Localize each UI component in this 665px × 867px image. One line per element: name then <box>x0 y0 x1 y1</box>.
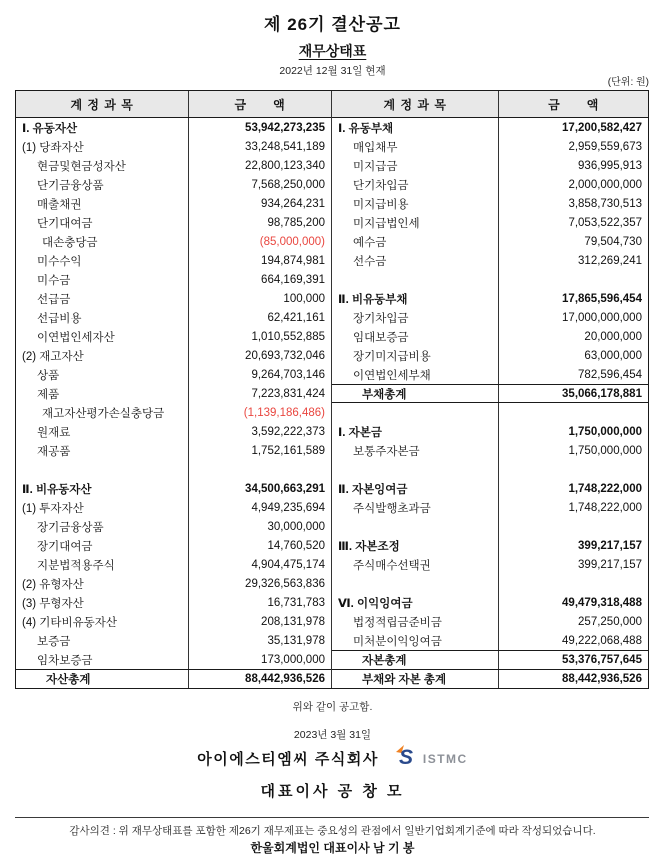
account-label: 현금및현금성자산 <box>16 156 189 175</box>
table-row <box>332 194 648 213</box>
amount-value: 2,000,000,000 <box>568 178 642 191</box>
account-label: (2) 유형자산 <box>16 574 189 593</box>
account-label: 장기미지급비용 <box>332 346 499 365</box>
account-label: 이연법인세부채 <box>332 365 499 384</box>
total-row <box>332 384 648 403</box>
amount-value: 34,500,663,291 <box>245 482 325 495</box>
account-header: 계 정 과 목 <box>16 91 189 117</box>
amount-value: (1,139,186,486) <box>243 406 325 419</box>
table-row <box>332 631 648 650</box>
account-label: (2) 재고자산 <box>16 346 189 365</box>
account-label: 선급비용 <box>16 308 189 327</box>
account-label <box>332 574 499 593</box>
table-row <box>16 441 331 460</box>
account-label: Ⅵ. 이익잉여금 <box>332 593 499 612</box>
account-label: (1) 투자자산 <box>16 498 189 517</box>
amount-value: 7,568,250,000 <box>251 178 325 191</box>
table-row <box>16 422 331 441</box>
assets-section <box>16 91 332 688</box>
amount-value <box>499 574 648 593</box>
account-label: 매출채권 <box>16 194 189 213</box>
account-label: (3) 무형자산 <box>16 593 189 612</box>
amount-value: 782,596,454 <box>578 368 642 381</box>
account-header: 계 정 과 목 <box>332 91 499 117</box>
amount-value: 53,942,273,235 <box>245 121 325 134</box>
account-label: 선급금 <box>16 289 189 308</box>
account-label: Ⅰ. 자본금 <box>332 422 499 441</box>
account-label: 제품 <box>16 384 189 403</box>
currency-unit-note: (단위: 원) <box>607 77 649 88</box>
table-row <box>332 137 648 156</box>
amount-value: 4,904,475,174 <box>251 558 325 571</box>
amount-value: 3,858,730,513 <box>568 197 642 210</box>
amount-value: 1,748,222,000 <box>568 501 642 514</box>
account-label: (1) 당좌자산 <box>16 137 189 156</box>
company-logo <box>395 745 468 772</box>
account-label: 부채총계 <box>332 385 499 402</box>
table-row <box>16 460 331 479</box>
amount-value: 664,169,391 <box>261 273 325 286</box>
publication-date: 2023년 3월 31일 <box>293 729 372 741</box>
table-row <box>332 479 648 498</box>
amount-value: 14,760,520 <box>267 539 325 552</box>
page-title: 제 26기 결산공고 <box>264 15 401 34</box>
table-row <box>16 346 331 365</box>
table-row <box>332 422 648 441</box>
account-label: 법정적립금준비금 <box>332 612 499 631</box>
table-row <box>16 384 331 403</box>
amount-value: 399,217,157 <box>578 539 642 552</box>
account-label: (4) 기타비유동자산 <box>16 612 189 631</box>
table-row <box>16 175 331 194</box>
account-label: Ⅰ. 유동자산 <box>16 118 189 137</box>
amount-value: 35,131,978 <box>267 634 325 647</box>
table-row <box>332 365 648 384</box>
account-label: 자산총계 <box>16 670 189 688</box>
table-row <box>332 232 648 251</box>
amount-value <box>189 460 331 479</box>
logo-wordmark: ISTMC <box>422 751 468 766</box>
amount-value: 17,000,000,000 <box>562 311 642 324</box>
account-label: 상품 <box>16 365 189 384</box>
account-label: 임차보증금 <box>16 650 189 669</box>
company-signature-row <box>0 745 665 772</box>
table-row <box>332 403 648 422</box>
amount-value: 63,000,000 <box>584 349 642 362</box>
table-row <box>16 403 331 422</box>
auditor-signature: 한울회계법인 대표이사 남 기 봉 <box>250 841 415 855</box>
amount-value: 33,248,541,189 <box>245 140 325 153</box>
amount-value <box>499 517 648 536</box>
table-row <box>332 441 648 460</box>
announcement-note: 위와 같이 공고함. <box>292 701 373 713</box>
amount-value: 22,800,123,340 <box>245 159 325 172</box>
amount-value: 1,748,222,000 <box>568 482 642 495</box>
table-row <box>332 536 648 555</box>
account-label: 재공품 <box>16 441 189 460</box>
amount-value: 20,000,000 <box>584 330 642 343</box>
table-row <box>16 327 331 346</box>
account-label: 이연법인세자산 <box>16 327 189 346</box>
account-label: 단기대여금 <box>16 213 189 232</box>
account-label: Ⅲ. 자본조정 <box>332 536 499 555</box>
table-header-right <box>332 91 648 118</box>
account-label: 단기차입금 <box>332 175 499 194</box>
amount-value: 35,066,178,881 <box>562 387 642 400</box>
account-label: 단기금융상품 <box>16 175 189 194</box>
table-row <box>332 346 648 365</box>
table-row <box>16 479 331 498</box>
account-label: 주식매수선택권 <box>332 555 499 574</box>
table-row <box>332 460 648 479</box>
account-label: 미지급비용 <box>332 194 499 213</box>
amount-value: 257,250,000 <box>578 615 642 628</box>
table-row <box>16 498 331 517</box>
account-label: 보통주자본금 <box>332 441 499 460</box>
statement-title: 재무상태표 <box>298 43 367 59</box>
amount-value <box>499 460 648 479</box>
table-row <box>16 555 331 574</box>
account-label: Ⅱ. 비유동부채 <box>332 289 499 308</box>
amount-value: (85,000,000) <box>259 235 325 248</box>
table-row <box>16 536 331 555</box>
amount-value: 934,264,231 <box>261 197 325 210</box>
amount-value: 49,479,318,488 <box>562 596 642 609</box>
account-label: 장기대여금 <box>16 536 189 555</box>
liabilities-equity-rows <box>332 118 648 688</box>
amount-value: 7,223,831,424 <box>251 387 325 400</box>
table-row <box>332 213 648 232</box>
company-name: 아이에스티엠씨 주식회사 <box>197 751 379 768</box>
account-label: 임대보증금 <box>332 327 499 346</box>
account-label: 미수수익 <box>16 251 189 270</box>
amount-value: 98,785,200 <box>267 216 325 229</box>
table-row <box>332 118 648 137</box>
account-label <box>332 460 499 479</box>
table-row <box>16 270 331 289</box>
istmc-logo-icon <box>395 745 419 772</box>
amount-value: 88,442,936,526 <box>245 673 325 685</box>
amount-value: 20,693,732,046 <box>245 349 325 362</box>
amount-value: 2,959,559,673 <box>568 140 642 153</box>
amount-value: 62,421,161 <box>267 311 325 324</box>
account-label: 매입채무 <box>332 137 499 156</box>
amount-value: 7,053,522,357 <box>568 216 642 229</box>
account-label <box>332 517 499 536</box>
total-row <box>332 669 648 688</box>
account-label: 재고자산평가손실충당금 <box>16 403 189 422</box>
balance-sheet-table <box>15 90 649 689</box>
account-label: 미처분이익잉여금 <box>332 631 499 650</box>
table-row <box>16 612 331 631</box>
amount-value: 194,874,981 <box>261 254 325 267</box>
amount-value: 1,010,552,885 <box>251 330 325 343</box>
table-row <box>16 137 331 156</box>
table-row <box>332 555 648 574</box>
table-row <box>16 631 331 650</box>
amount-value: 399,217,157 <box>578 558 642 571</box>
total-row <box>332 650 648 669</box>
account-label: 보증금 <box>16 631 189 650</box>
account-label: 지분법적용주식 <box>16 555 189 574</box>
table-row <box>16 517 331 536</box>
account-label <box>332 403 499 422</box>
amount-value: 30,000,000 <box>267 520 325 533</box>
account-label: 주식발행초과금 <box>332 498 499 517</box>
amount-value: 9,264,703,146 <box>251 368 325 381</box>
amount-value: 53,376,757,645 <box>562 654 642 666</box>
amount-header: 금 액 <box>234 97 286 112</box>
table-row <box>332 574 648 593</box>
liabilities-equity-section <box>332 91 648 688</box>
table-row <box>16 365 331 384</box>
amount-value: 173,000,000 <box>261 653 325 666</box>
account-label: 예수금 <box>332 232 499 251</box>
table-row <box>16 213 331 232</box>
table-row <box>332 327 648 346</box>
svg-text:S: S <box>398 746 413 767</box>
amount-value: 312,269,241 <box>578 254 642 267</box>
table-row <box>16 156 331 175</box>
as-of-date: 2022년 12월 31일 현재 <box>279 65 386 77</box>
amount-value: 16,731,783 <box>267 596 325 609</box>
account-label: 부채와 자본 총계 <box>332 670 499 688</box>
amount-value: 936,995,913 <box>578 159 642 172</box>
amount-value: 29,326,563,836 <box>245 577 325 590</box>
table-row <box>332 156 648 175</box>
amount-value: 1,750,000,000 <box>568 444 642 457</box>
account-label: Ⅰ. 유동부채 <box>332 118 499 137</box>
account-label: Ⅱ. 자본잉여금 <box>332 479 499 498</box>
amount-value: 88,442,936,526 <box>562 673 642 685</box>
account-label: 미지급법인세 <box>332 213 499 232</box>
audit-opinion: 감사의견 : 위 재무상태표를 포함한 제26기 재무제표는 중요성의 관점에서 일반기업회계기준에 따라 작성되었습니다. <box>69 825 596 837</box>
amount-value: 49,222,068,488 <box>562 634 642 647</box>
table-row <box>16 650 331 669</box>
account-label: 미수금 <box>16 270 189 289</box>
account-label: Ⅱ. 비유동자산 <box>16 479 189 498</box>
assets-rows <box>16 118 331 688</box>
amount-value: 3,592,222,373 <box>251 425 325 438</box>
account-label: 장기금융상품 <box>16 517 189 536</box>
table-row <box>16 574 331 593</box>
table-row <box>332 270 648 289</box>
table-row <box>332 175 648 194</box>
table-row <box>16 593 331 612</box>
amount-header: 금 액 <box>548 97 600 112</box>
amount-value: 1,750,000,000 <box>568 425 642 438</box>
table-row <box>16 232 331 251</box>
account-label: 미지급금 <box>332 156 499 175</box>
table-row <box>332 308 648 327</box>
table-row <box>332 289 648 308</box>
table-row <box>16 251 331 270</box>
amount-value: 79,504,730 <box>584 235 642 248</box>
table-row <box>16 308 331 327</box>
table-row <box>332 612 648 631</box>
table-row <box>16 194 331 213</box>
account-label: 선수금 <box>332 251 499 270</box>
table-row <box>332 251 648 270</box>
amount-value: 208,131,978 <box>261 615 325 628</box>
table-row <box>332 593 648 612</box>
account-label <box>332 270 499 289</box>
audit-divider <box>15 817 649 818</box>
account-label: 자본총계 <box>332 651 499 669</box>
ceo-signature: 대표이사 공 창 모 <box>260 783 405 800</box>
amount-value: 17,865,596,454 <box>562 292 642 305</box>
amount-value: 100,000 <box>283 292 325 305</box>
amount-value <box>499 403 648 422</box>
table-row <box>332 517 648 536</box>
amount-value: 4,949,235,694 <box>251 501 325 514</box>
table-row <box>16 118 331 137</box>
account-label: 장기차입금 <box>332 308 499 327</box>
account-label <box>16 460 189 479</box>
account-label: 원재료 <box>16 422 189 441</box>
table-row <box>332 498 648 517</box>
amount-value: 1,752,161,589 <box>251 444 325 457</box>
table-header-left <box>16 91 331 118</box>
table-row <box>16 289 331 308</box>
amount-value: 17,200,582,427 <box>562 121 642 134</box>
account-label: 대손충당금 <box>16 232 189 251</box>
amount-value <box>499 270 648 289</box>
total-row <box>16 669 331 688</box>
